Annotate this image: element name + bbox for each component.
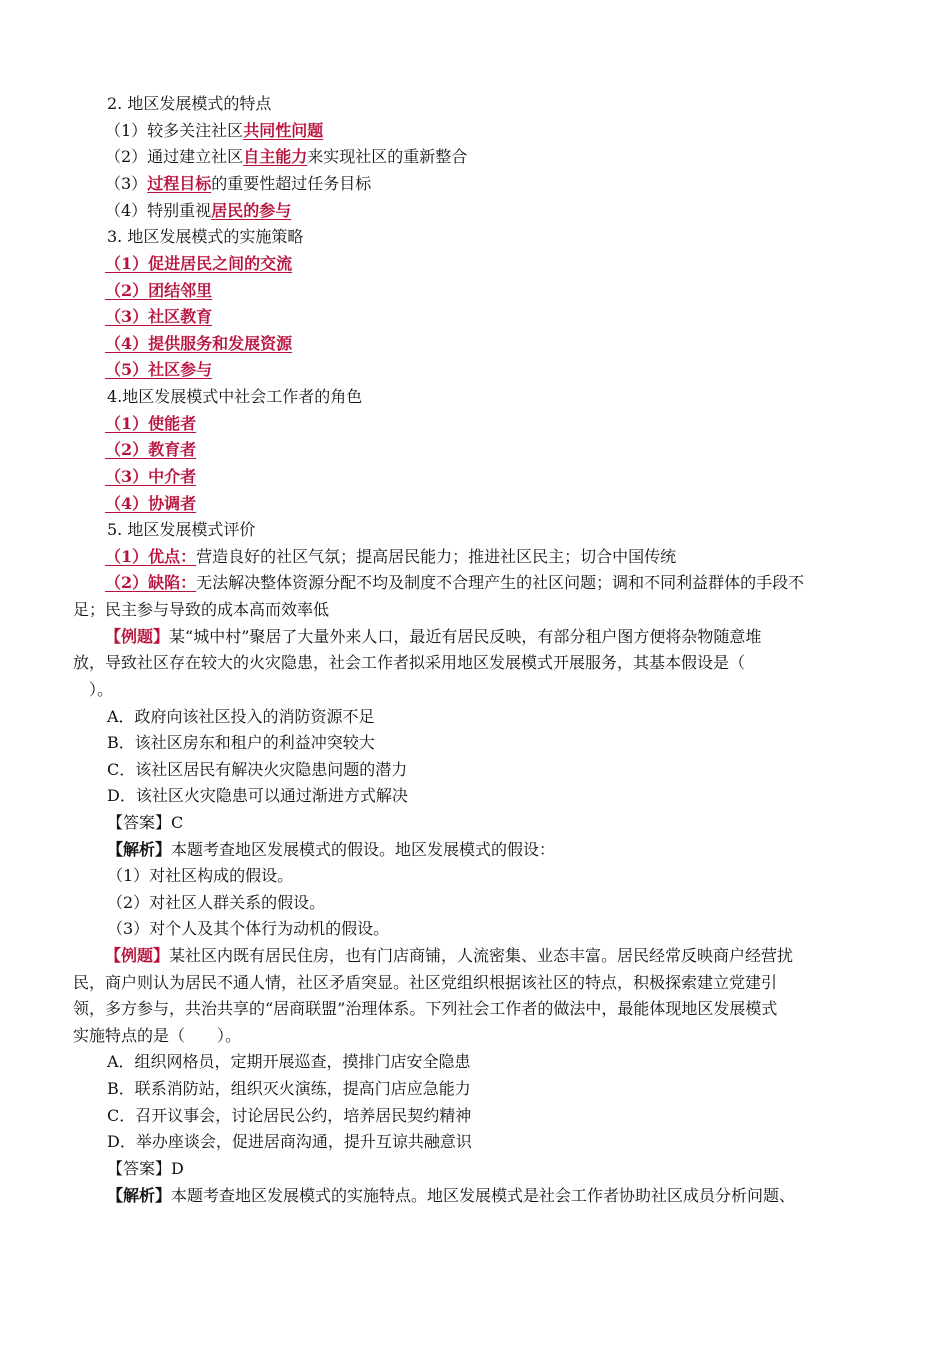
example-1-question-line-3: ）。 <box>89 680 114 699</box>
example-1-tag: 【例题】 <box>105 627 170 646</box>
s4-role-3: （3）中介者 <box>105 467 197 486</box>
s2-item-3-key: 过程目标 <box>147 174 212 193</box>
section-5-heading: 5. 地区发展模式评价 <box>107 520 256 539</box>
example-1-option-c: C．该社区居民有解决火灾隐患问题的潜力 <box>107 760 408 779</box>
example-2-analysis-tag: 【解析】 <box>107 1186 172 1205</box>
s2-item-4-key: 居民的参与 <box>211 201 292 220</box>
s4-role-4: （4）协调者 <box>105 494 197 513</box>
example-1-analysis: 【解析】本题考查地区发展模式的假设。地区发展模式的假设： <box>107 840 556 859</box>
example-1-option-a: A．政府向该社区投入的消防资源不足 <box>107 707 375 726</box>
example-1-point-1: （1）对社区构成的假设。 <box>107 866 294 885</box>
s5-pros-key: （1）优点： <box>105 547 197 566</box>
example-1-question-line-2: 放，导致社区存在较大的火灾隐患，社会工作者拟采用地区发展模式开展服务，其基本假设是（ <box>73 653 746 672</box>
example-2-analysis: 【解析】本题考查地区发展模式的实施特点。地区发展模式是社会工作者协助社区成员分析问题、 <box>107 1186 796 1205</box>
s2-item-2-key: 自主能力 <box>243 147 308 166</box>
example-2-answer: 【答案】D <box>107 1159 184 1178</box>
example-1-point-2: （2）对社区人群关系的假设。 <box>107 893 326 912</box>
example-2-option-d: D．举办座谈会，促进居商沟通，提升互谅共融意识 <box>107 1132 472 1151</box>
section-4-heading: 4.地区发展模式中社会工作者的角色 <box>107 387 363 406</box>
example-2-question-line-2: 民，商户则认为居民不通人情，社区矛盾突显。社区党组织根据该社区的特点，积极探索建立党建引 <box>73 973 778 992</box>
example-1-point-3: （3）对个人及其个体行为动机的假设。 <box>107 919 390 938</box>
example-1-answer: 【答案】C <box>107 813 184 832</box>
s3-strategy-4: （4）提供服务和发展资源 <box>105 334 293 353</box>
example-1-option-b: B．该社区房东和租户的利益冲突较大 <box>107 733 375 752</box>
example-2-option-a: A．组织网格员，定期开展巡查，摸排门店安全隐患 <box>107 1052 471 1071</box>
s4-role-2: （2）教育者 <box>105 440 197 459</box>
s2-item-3: （3）过程目标的重要性超过任务目标 <box>105 174 372 193</box>
section-3-heading: 3. 地区发展模式的实施策略 <box>107 227 304 246</box>
s2-item-2: （2）通过建立社区自主能力来实现社区的重新整合 <box>105 147 468 166</box>
s3-strategy-3: （3）社区教育 <box>105 307 213 326</box>
s3-strategy-5: （5）社区参与 <box>105 360 213 379</box>
s5-cons: （2）缺陷：无法解决整体资源分配不均及制度不合理产生的社区问题；调和不同利益群体的手段不 <box>105 573 805 592</box>
s5-cons-continued: 足；民主参与导致的成本高而效率低 <box>73 600 330 619</box>
example-2-question-line-4: 实施特点的是（ ）。 <box>73 1026 242 1045</box>
s5-pros: （1）优点：营造良好的社区气氛；提高居民能力；推进社区民主；切合中国传统 <box>105 547 677 566</box>
example-2-option-c: C．召开议事会，讨论居民公约，培养居民契约精神 <box>107 1106 472 1125</box>
example-1-question-line-1: 【例题】某“城中村”聚居了大量外来人口，最近有居民反映，有部分租户图方便将杂物随意堆 <box>105 627 762 646</box>
example-2-tag: 【例题】 <box>105 946 170 965</box>
s3-strategy-1: （1）促进居民之间的交流 <box>105 254 293 273</box>
s2-item-1-key: 共同性问题 <box>243 121 324 140</box>
s4-role-1: （1）使能者 <box>105 414 197 433</box>
example-1-option-d: D．该社区火灾隐患可以通过渐进方式解决 <box>107 786 408 805</box>
section-2-heading: 2. 地区发展模式的特点 <box>107 94 272 113</box>
s5-cons-key: （2）缺陷： <box>105 573 197 592</box>
example-2-question-line-3: 领，多方参与，共治共享的“居商联盟”治理体系。下列社会工作者的做法中，最能体现地区发展模式 <box>73 999 778 1018</box>
s2-item-4: （4）特别重视居民的参与 <box>105 201 292 220</box>
example-1-analysis-tag: 【解析】 <box>107 840 172 859</box>
s3-strategy-2: （2）团结邻里 <box>105 281 213 300</box>
example-2-question-line-1: 【例题】某社区内既有居民住房，也有门店商铺，人流密集、业态丰富。居民经常反映商户经营扰 <box>105 946 794 965</box>
example-2-option-b: B．联系消防站，组织灭火演练，提高门店应急能力 <box>107 1079 471 1098</box>
s2-item-1: （1）较多关注社区共同性问题 <box>105 121 324 140</box>
